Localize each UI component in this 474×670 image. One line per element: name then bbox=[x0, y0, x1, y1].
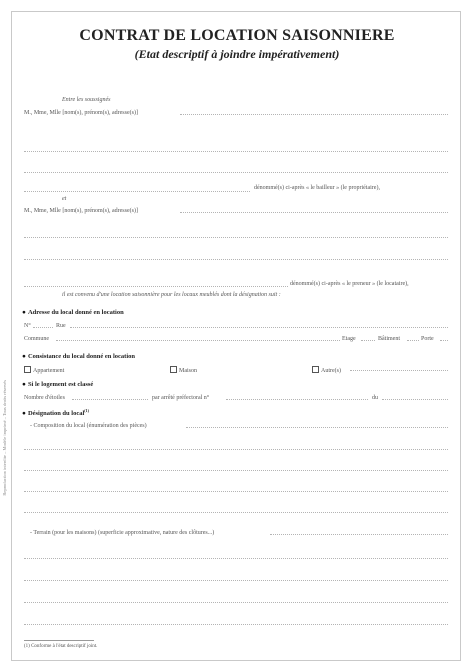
commune-field[interactable] bbox=[56, 340, 340, 341]
etoiles-label: Nombre d'étoiles bbox=[24, 395, 65, 401]
composition-line-4[interactable] bbox=[24, 491, 448, 492]
preneur-line-3[interactable] bbox=[24, 259, 448, 260]
terrain-line-1[interactable] bbox=[270, 534, 448, 535]
composition-line-2[interactable] bbox=[24, 449, 448, 450]
checkbox-icon[interactable] bbox=[312, 366, 319, 373]
commune-label: Commune bbox=[24, 336, 49, 342]
rue-label: Rue bbox=[56, 323, 66, 329]
arrete-field[interactable] bbox=[226, 399, 368, 400]
preneur-identity-field[interactable] bbox=[180, 212, 448, 213]
terrain-label: - Terrain (pour les maisons) (superficie approximative, nature des clôtures...) bbox=[30, 530, 215, 536]
consistance-heading bbox=[22, 354, 135, 361]
composition-label-text: Composition du local (énumération des pièces) bbox=[33, 423, 147, 429]
porte-field[interactable] bbox=[440, 340, 448, 341]
entre-label: Entre les soussignés bbox=[62, 97, 111, 103]
footnote-rule bbox=[24, 640, 94, 641]
terrain-line-5[interactable] bbox=[24, 624, 448, 625]
etage-field[interactable] bbox=[361, 340, 375, 341]
bailleur-identity-field[interactable] bbox=[180, 114, 448, 115]
checkbox-icon[interactable] bbox=[170, 366, 177, 373]
classement-heading-text: Si le logement est classé bbox=[27, 381, 94, 388]
preneur-identity-label: M., Mme, Mlle [nom(s), prénom(s), adresse(s)] bbox=[24, 208, 138, 214]
consistance-heading-text: Consistance du local donné en location bbox=[27, 353, 136, 360]
preneur-line-2[interactable] bbox=[24, 237, 448, 238]
document-subtitle: (Etat descriptif à joindre impérativement) bbox=[134, 47, 340, 61]
classement-heading bbox=[22, 382, 93, 389]
numero-field[interactable] bbox=[33, 327, 53, 328]
du-label: du bbox=[372, 395, 378, 401]
composition-line-3[interactable] bbox=[24, 470, 448, 471]
designation-heading-text: Désignation du local bbox=[27, 410, 85, 418]
composition-label: - Composition du local (énumération des pièces) bbox=[30, 423, 147, 429]
preneur-denomination: dénommé(s) ci-après « le preneur » (le locataire), bbox=[290, 281, 409, 287]
option-appartement[interactable] bbox=[24, 366, 64, 374]
autres-field[interactable] bbox=[350, 370, 448, 371]
bailleur-line-4[interactable] bbox=[24, 191, 250, 192]
bullet-icon: ● bbox=[22, 353, 26, 360]
bullet-icon: ● bbox=[22, 309, 26, 316]
porte-label: Porte bbox=[421, 336, 434, 342]
terrain-line-2[interactable] bbox=[24, 558, 448, 559]
bailleur-identity-label: M., Mme, Mlle [nom(s), prénom(s), adresse(s)] bbox=[24, 110, 138, 116]
bailleur-line-2[interactable] bbox=[24, 151, 448, 152]
option-autres-label: Autre(s) bbox=[321, 368, 341, 374]
option-maison-label: Maison bbox=[179, 368, 197, 374]
terrain-line-3[interactable] bbox=[24, 580, 448, 581]
arrete-label: par arrêté préfectoral n° bbox=[152, 395, 210, 401]
composition-line-5[interactable] bbox=[24, 512, 448, 513]
designation-heading bbox=[22, 409, 89, 418]
composition-line-1[interactable] bbox=[186, 427, 448, 428]
bullet-icon: ● bbox=[22, 410, 26, 418]
batiment-label: Bâtiment bbox=[378, 336, 400, 342]
et-label: et bbox=[62, 196, 67, 202]
etage-label: Etage bbox=[342, 336, 356, 342]
side-legal-text: Reproduction interdite – Modèle imprimé – Tous droits réservés bbox=[2, 380, 7, 496]
terrain-label-text: Terrain (pour les maisons) (superficie approximative, nature des clôtures...) bbox=[33, 530, 215, 536]
option-maison[interactable] bbox=[170, 366, 197, 374]
batiment-field[interactable] bbox=[407, 340, 419, 341]
footnote: (1) Conforme à l'état descriptif joint. bbox=[24, 644, 98, 649]
adresse-heading-text: Adresse du local donné en location bbox=[27, 309, 124, 316]
adresse-heading bbox=[22, 310, 124, 317]
preneur-line-4[interactable] bbox=[24, 286, 288, 287]
numero-label: N° bbox=[24, 323, 31, 329]
option-appartement-label: Appartement bbox=[33, 368, 65, 374]
convention-text: il est convenu d'une location saisonnière pour les locaux meublés dont la désignation suit : bbox=[62, 292, 281, 298]
bailleur-denomination: dénommé(s) ci-après « le bailleur » (le propriétaire), bbox=[254, 185, 380, 191]
rue-field[interactable] bbox=[70, 327, 448, 328]
checkbox-icon[interactable] bbox=[24, 366, 31, 373]
du-field[interactable] bbox=[382, 399, 448, 400]
designation-footnote-ref: (1) bbox=[84, 408, 89, 413]
document-title: CONTRAT DE LOCATION SAISONNIERE bbox=[79, 27, 395, 44]
terrain-line-4[interactable] bbox=[24, 602, 448, 603]
bailleur-line-3[interactable] bbox=[24, 172, 448, 173]
etoiles-field[interactable] bbox=[72, 399, 148, 400]
bullet-icon: ● bbox=[22, 381, 26, 388]
option-autres[interactable] bbox=[312, 366, 341, 374]
